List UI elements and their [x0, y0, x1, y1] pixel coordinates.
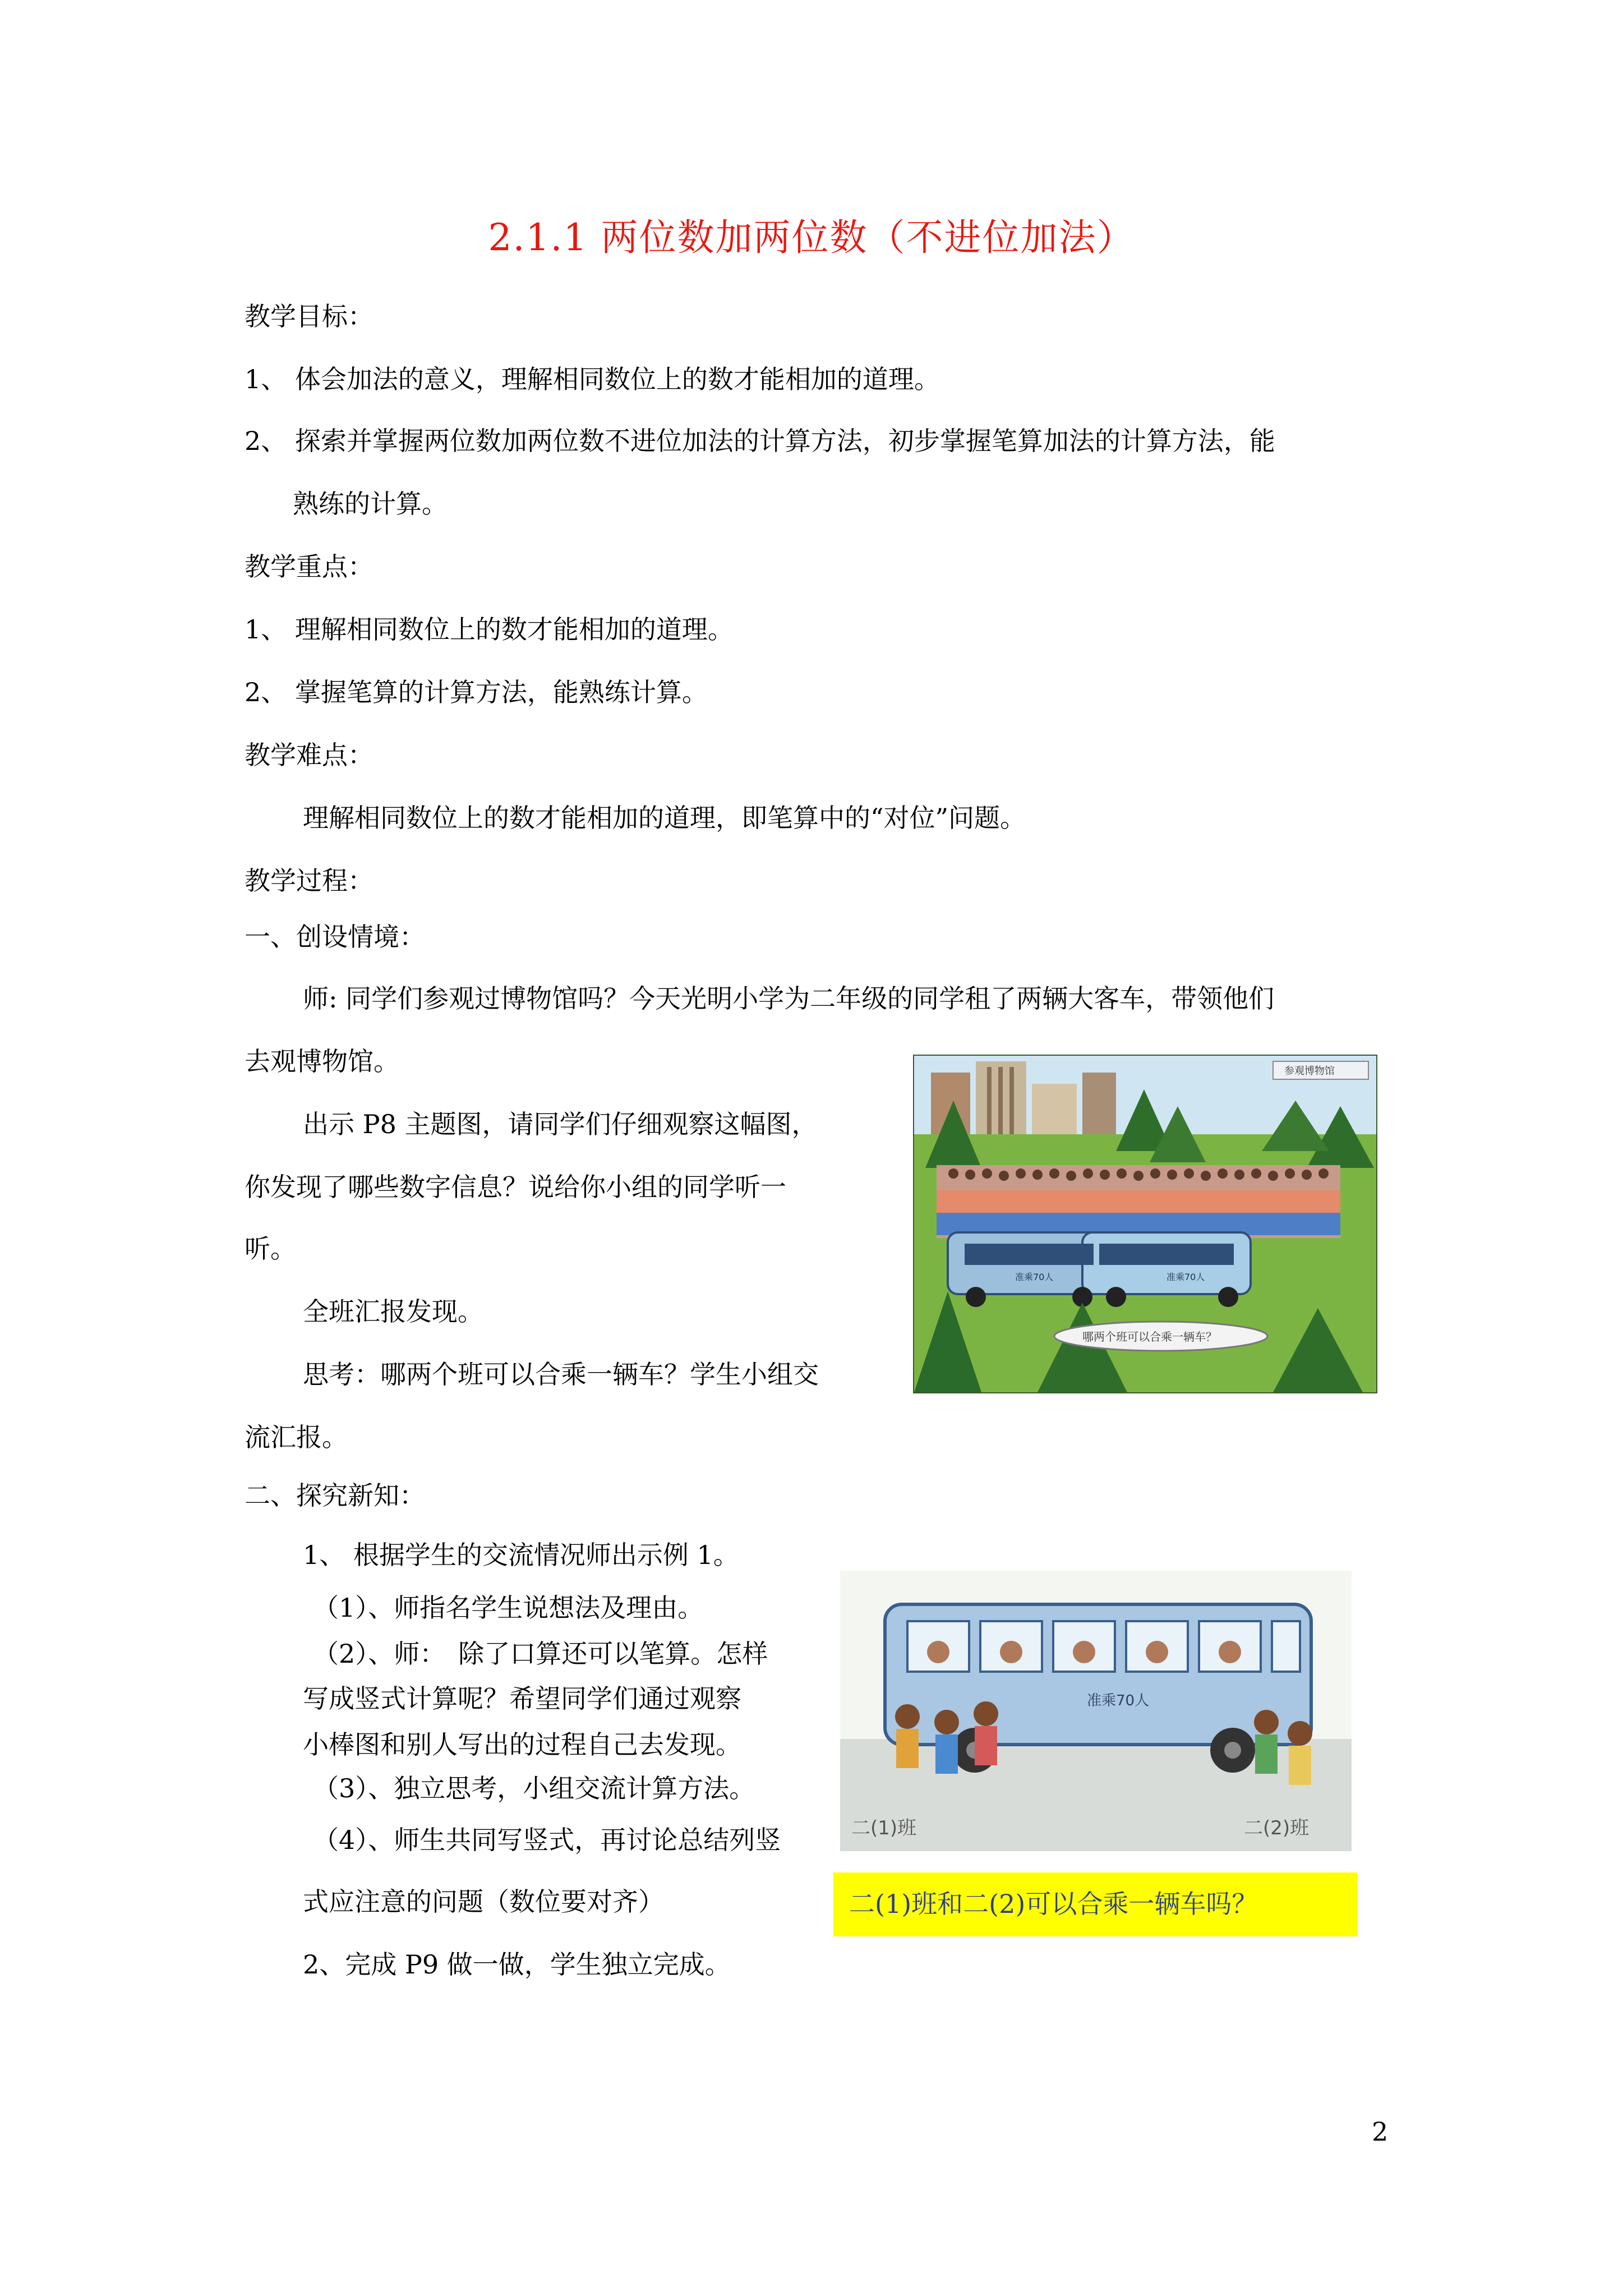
- class-left-label: 二(1)班: [851, 1817, 917, 1839]
- page-number: 2: [1372, 2116, 1389, 2147]
- objective-2-line-2: 熟练的计算。: [293, 489, 448, 519]
- s1-paragraph-3: 全班汇报发现。: [303, 1296, 483, 1327]
- s2-sub-2-line-2: 写成竖式计算呢？希望同学们通过观察: [303, 1683, 741, 1714]
- callout-text: 二(1)班和二(2)可以合乘一辆车吗？: [849, 1889, 1258, 1919]
- section-2-heading: 二、探究新知：: [245, 1480, 425, 1511]
- s1-paragraph-4-line-2: 流汇报。: [245, 1422, 348, 1452]
- difficulty-heading: 教学难点：: [245, 740, 374, 770]
- s2-sub-2-line-1: （2）、师： 除了口算还可以笔算。怎样: [313, 1639, 768, 1669]
- page-title: 2.1.1 两位数加两位数（不进位加法）: [488, 216, 1135, 259]
- keypoints-heading: 教学重点：: [245, 551, 374, 582]
- bus-label: 准乘70人: [1087, 1692, 1150, 1709]
- s2-sub-1: （1）、师指名学生说想法及理由。: [313, 1593, 704, 1623]
- s2-sub-3: （3）、独立思考，小组交流计算方法。: [313, 1773, 755, 1803]
- keypoint-2: 2、 掌握笔算的计算方法，能熟练计算。: [245, 677, 708, 707]
- bus-classes-art: [840, 1571, 1352, 1851]
- keypoint-1: 1、 理解相同数位上的数才能相加的道理。: [245, 614, 734, 645]
- process-heading: 教学过程：: [245, 866, 374, 896]
- s2-sub-2-line-3: 小棒图和别人写出的过程自己去发现。: [303, 1729, 741, 1760]
- objectives-heading: 教学目标：: [245, 301, 374, 332]
- bus-1-label: 准乘70人: [1015, 1272, 1054, 1282]
- s2-sub-4-line-2: 式应注意的问题（数位要对齐）: [303, 1887, 664, 1917]
- s1-paragraph-1-line-1: 师: 同学们参观过博物馆吗？今天光明小学为二年级的同学租了两辆大客车，带领他们: [303, 983, 1275, 1014]
- speech-bubble-text: 哪两个班可以合乘一辆车？: [1082, 1330, 1217, 1343]
- s1-paragraph-2-line-2: 你发现了哪些数字信息？说给你小组的同学听一: [245, 1172, 786, 1202]
- s1-paragraph-4-line-1: 思考：哪两个班可以合乘一辆车？学生小组交: [303, 1359, 819, 1389]
- s2-sub-4-line-1: （4）、师生共同写竖式，再讨论总结列竖: [313, 1825, 781, 1855]
- museum-scene-illustration: [913, 1055, 1377, 1393]
- s2-item-1: 1、 根据学生的交流情况师出示例 1。: [303, 1540, 739, 1570]
- bus-2-label: 准乘70人: [1166, 1272, 1205, 1282]
- class-right-label: 二(2)班: [1244, 1817, 1310, 1839]
- objective-1: 1、 体会加法的意义，理解相同数位上的数才能相加的道理。: [245, 364, 940, 394]
- s2-item-2: 2、完成 P9 做一做，学生独立完成。: [303, 1949, 731, 1980]
- difficulty-1: 理解相同数位上的数才能相加的道理，即笔算中的“对位”问题。: [303, 803, 1026, 833]
- callout-box: [833, 1872, 1357, 1936]
- s1-paragraph-2-line-1: 出示 P8 主题图，请同学们仔细观察这幅图，: [303, 1109, 818, 1139]
- bus-classes-illustration: [840, 1571, 1352, 1851]
- section-1-heading: 一、创设情境：: [245, 922, 425, 952]
- s1-paragraph-1-line-2: 去观博物馆。: [245, 1046, 399, 1076]
- museum-sign-text: 参观博物馆: [1284, 1065, 1335, 1077]
- objective-2-line-1: 2、 探索并掌握两位数加两位数不进位加法的计算方法，初步掌握笔算加法的计算方法，能: [245, 426, 1275, 456]
- museum-scene-art: [914, 1056, 1376, 1392]
- s1-paragraph-2-line-3: 听。: [245, 1234, 296, 1264]
